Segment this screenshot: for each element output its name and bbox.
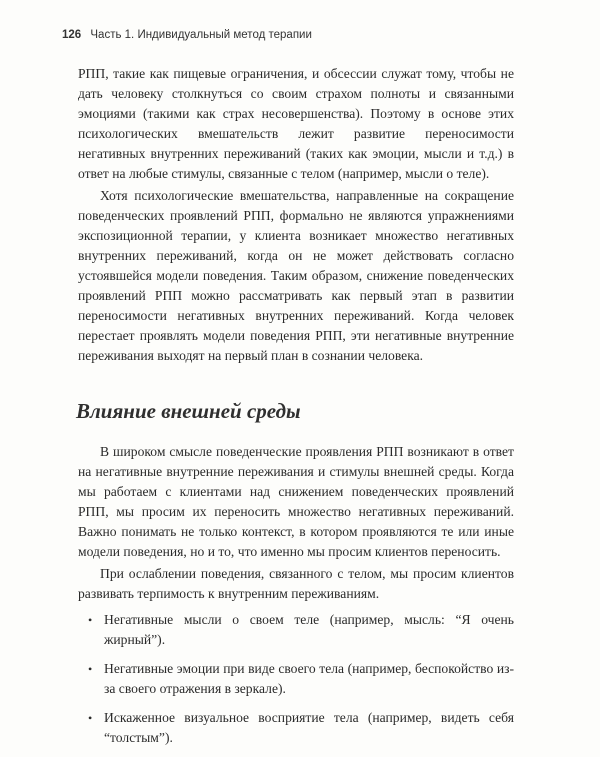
paragraph: В широком смысле поведенческие проявления РПП возникают в ответ на негативные внутренние переживания и стимулы внешней среды. Когда мы работаем с клиентами над снижением поведенческих проявлений РПП, мы просим их переносить множество негативных переживаний. Важно понимать не только контекст, в котором проявляются те или иные модели поведения, но и то, что именно мы просим клиентов переносить.	[78, 444, 514, 559]
list-item-text: Искаженное визуальное восприятие тела (например, видеть себя “толстым”).	[104, 710, 514, 745]
bullet-icon: •	[88, 662, 93, 676]
text-block-top	[78, 64, 514, 366]
bullet-icon: •	[88, 711, 93, 725]
list-item	[78, 610, 514, 650]
list-item	[78, 659, 514, 699]
paragraph: Хотя психологические вмешательства, направленные на сокращение поведенческих проявлений РПП, формально не являются упражнениями экспозиционной терапии, у клиента возникает множество негативных внутренних переживаний, когда он не может действовать согласно устоявшейся модели поведения. Таким образом, снижение поведенческих проявлений РПП можно рассматривать как первый этап в развитии переносимости негативных внутренних переживаний. Когда человек перестает проявлять модели поведения РПП, эти негативные внутренние переживания выходят на первый план в сознании человека.	[78, 188, 514, 363]
paragraph: При ослаблении поведения, связанного с телом, мы просим клиентов развивать терпимость к внутренним переживаниям.	[78, 566, 514, 601]
list-item	[78, 708, 514, 748]
running-title: Часть 1. Индивидуальный метод терапии	[90, 29, 312, 41]
list-item-text: Негативные мысли о своем теле (например, мысль: “Я очень жирный”).	[104, 612, 514, 647]
section-environment	[78, 398, 514, 757]
running-header	[62, 29, 562, 47]
page-number: 126	[62, 29, 82, 41]
section-heading: Влияние внешней среды	[76, 399, 301, 423]
bullet-icon: •	[88, 613, 93, 627]
bullet-list	[78, 610, 514, 748]
list-item-text: Негативные эмоции при виде своего тела (например, беспокойство из-за своего отражения в зеркале).	[104, 661, 514, 696]
paragraph-continued: РПП, такие как пищевые ограничения, и обсессии служат тому, чтобы не дать человеку столкнуться со своим страхом полноты и связанными эмоциями (такими как страх несовершенства). Поэтому в основе этих психологических вмешательств лежит развитие переносимости негативных внутренних переживаний (таких как эмоции, мысли и т.д.) в ответ на любые стимулы, связанные с телом (например, мысли о теле).	[78, 66, 514, 181]
